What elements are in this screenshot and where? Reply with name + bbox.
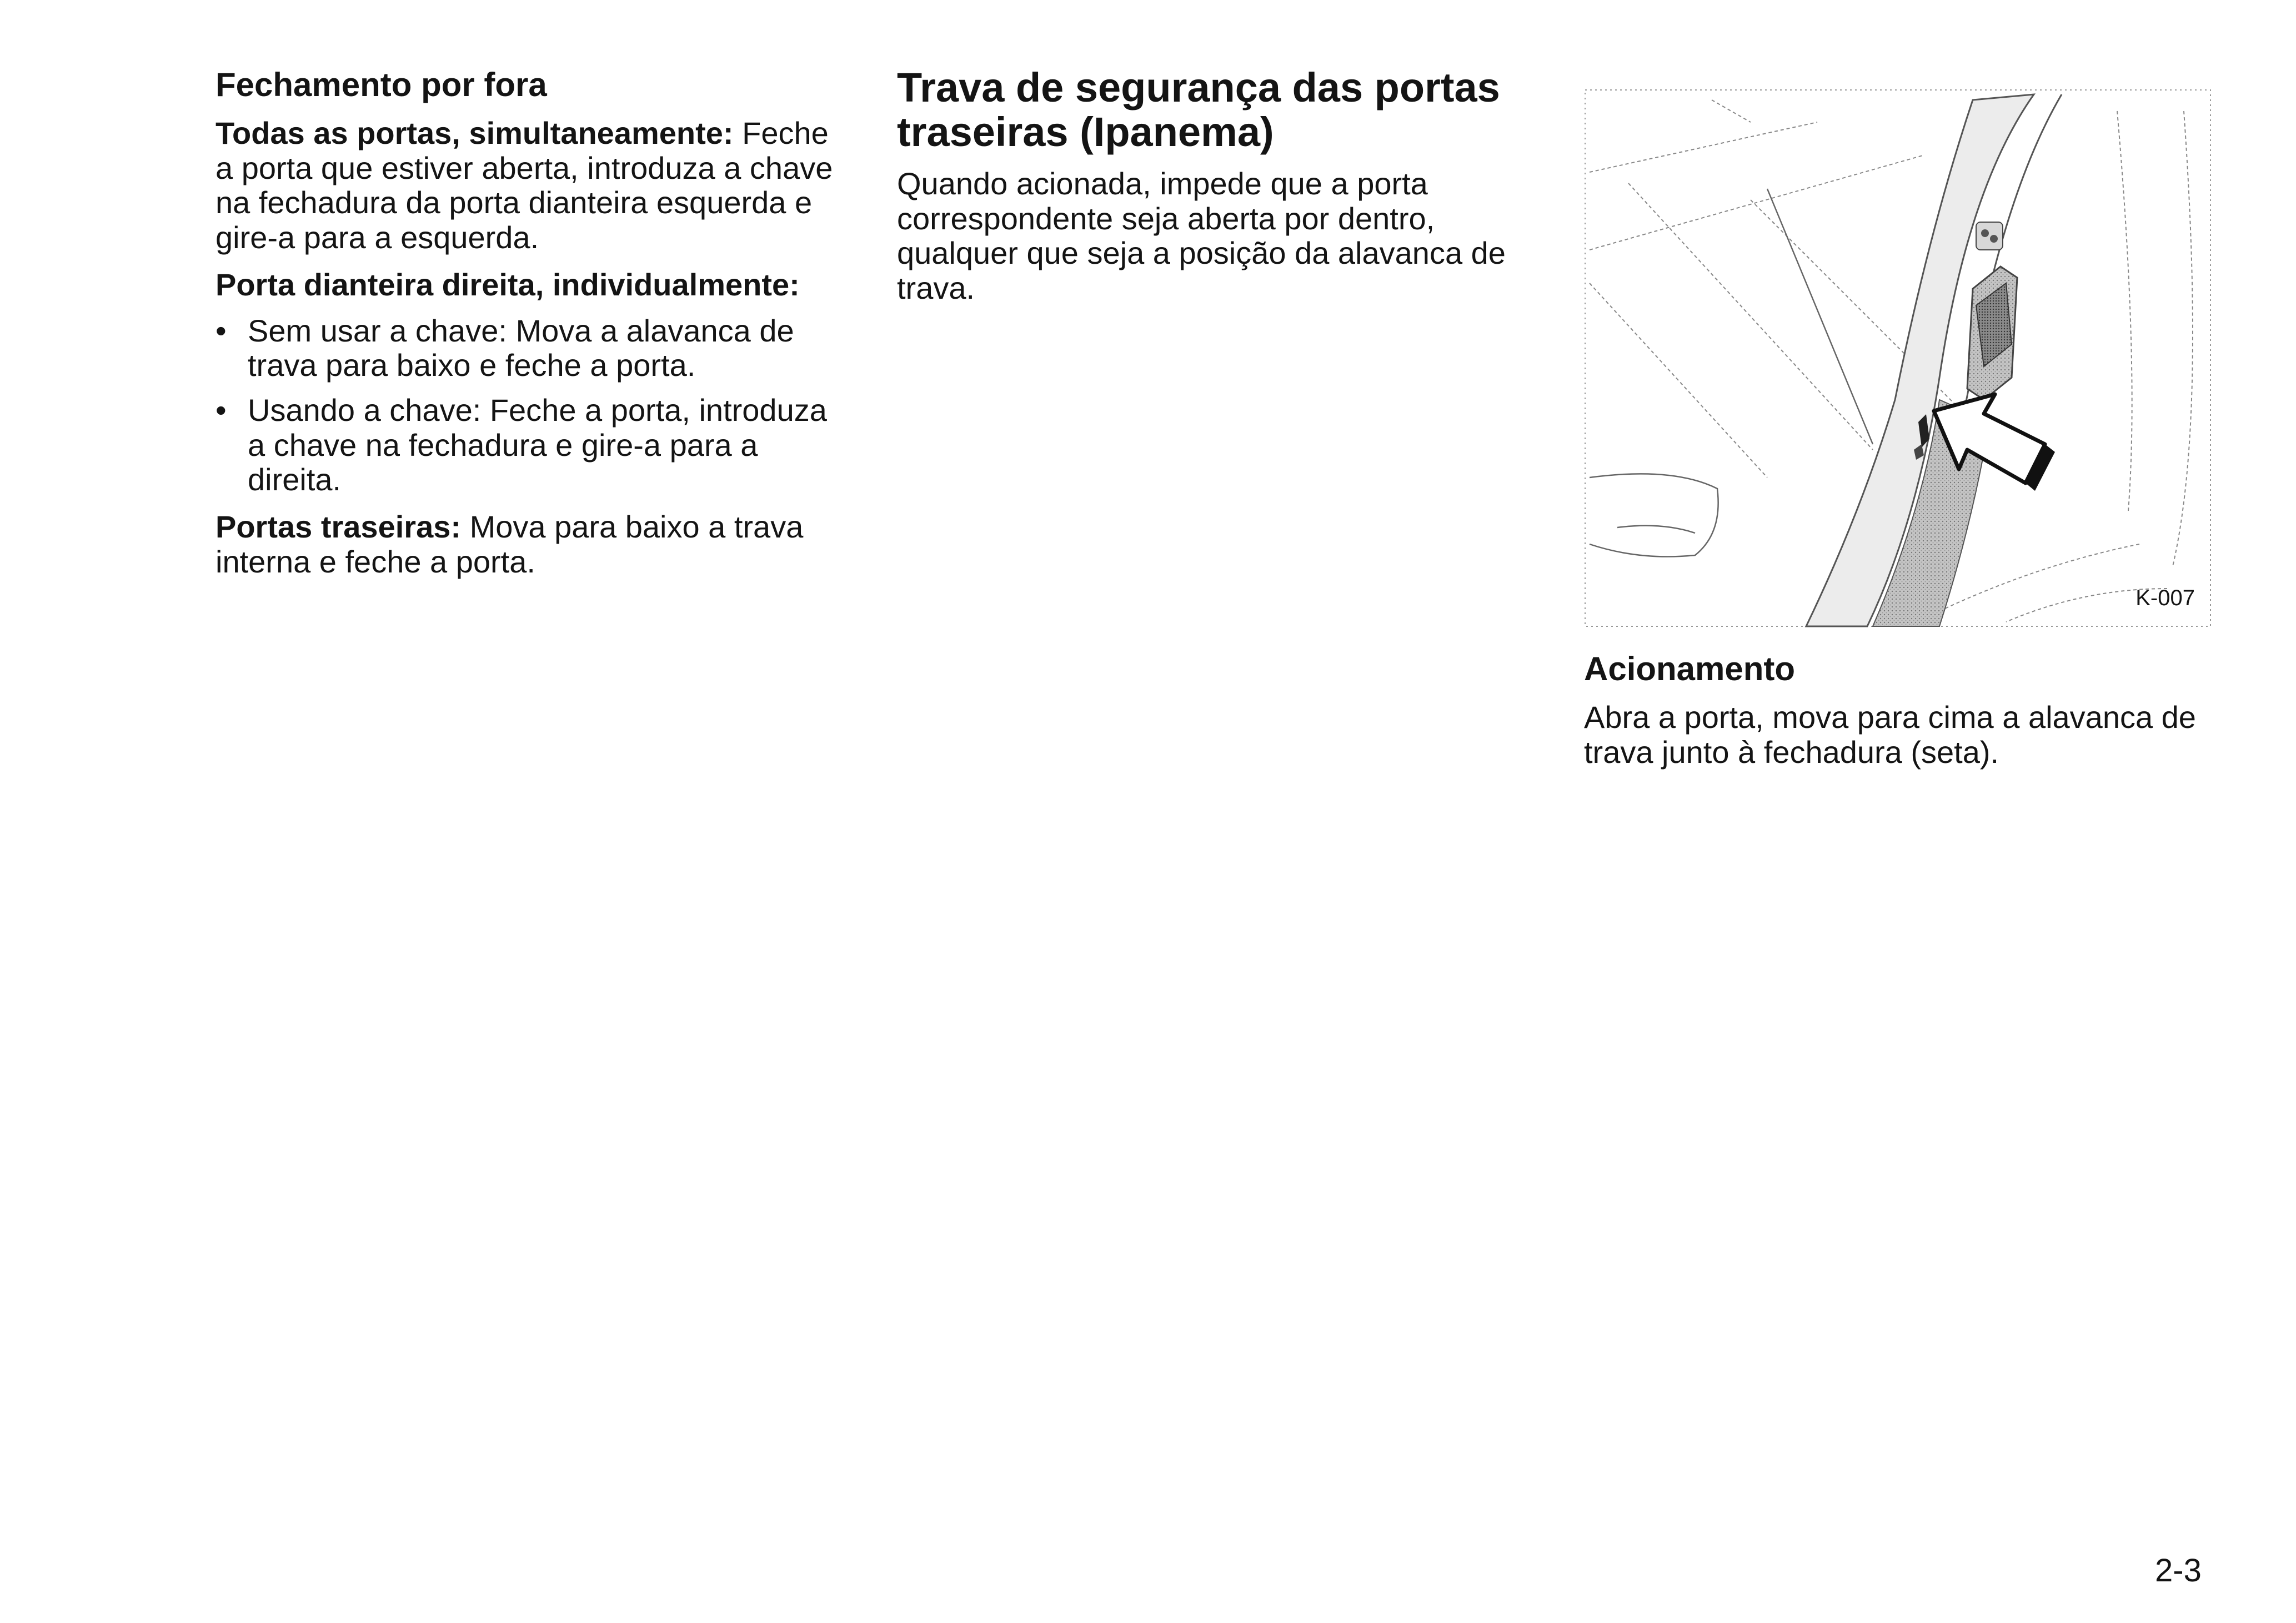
text-portas-traseiras: Mova para baixo a trava interna e feche a porta. (215, 509, 804, 579)
page-number: 2-3 (2155, 1552, 2202, 1589)
middle-column (897, 66, 1525, 318)
section-title-trava: Trava de segurança das portas traseiras (Ipanema) (897, 64, 1500, 155)
left-column (215, 66, 843, 592)
bullet-glyph: • (215, 313, 227, 348)
paragraph-trava: Quando acionada, impede que a porta correspondente seja aberta por dentro, qualquer que seja a posição da alavanca de trava. (897, 165, 1506, 305)
figure-code: K-007 (2135, 586, 2195, 610)
list-item (215, 393, 843, 498)
section-heading-fechamento: Fechamento por fora (215, 66, 547, 103)
section-heading-acionamento: Acionamento (1584, 650, 1796, 687)
paragraph-acionamento: Abra a porta, mova para cima a alavanca de trava junto à fechadura (seta). (1584, 700, 2196, 770)
bullet-glyph: • (215, 393, 227, 428)
list-item (215, 314, 843, 383)
door-lock-drawing (1584, 89, 2212, 627)
lead-portas-traseiras: Portas traseiras: (215, 509, 462, 545)
paragraph-portas-traseiras (215, 510, 843, 579)
paragraph-todas-portas (215, 116, 843, 255)
door-lock-illustration (1584, 89, 2212, 627)
bullet-text-1: Sem usar a chave: Mova a alavanca de trava para baixo e feche a porta. (248, 313, 794, 383)
bullet-list (215, 314, 843, 498)
lead-todas-portas: Todas as portas, simultaneamente: (215, 115, 734, 150)
right-column (1584, 89, 2217, 782)
bullet-text-2: Usando a chave: Feche a porta, introduza a chave na fechadura e gire-a para a direita. (248, 393, 827, 498)
text-todas-portas: Feche a porta que estiver aberta, introduza a chave na fechadura da porta dianteira esquerda e gire-a para a esquerda. (215, 115, 833, 255)
subheading-porta-dianteira: Porta dianteira direita, individualmente: (215, 267, 800, 302)
